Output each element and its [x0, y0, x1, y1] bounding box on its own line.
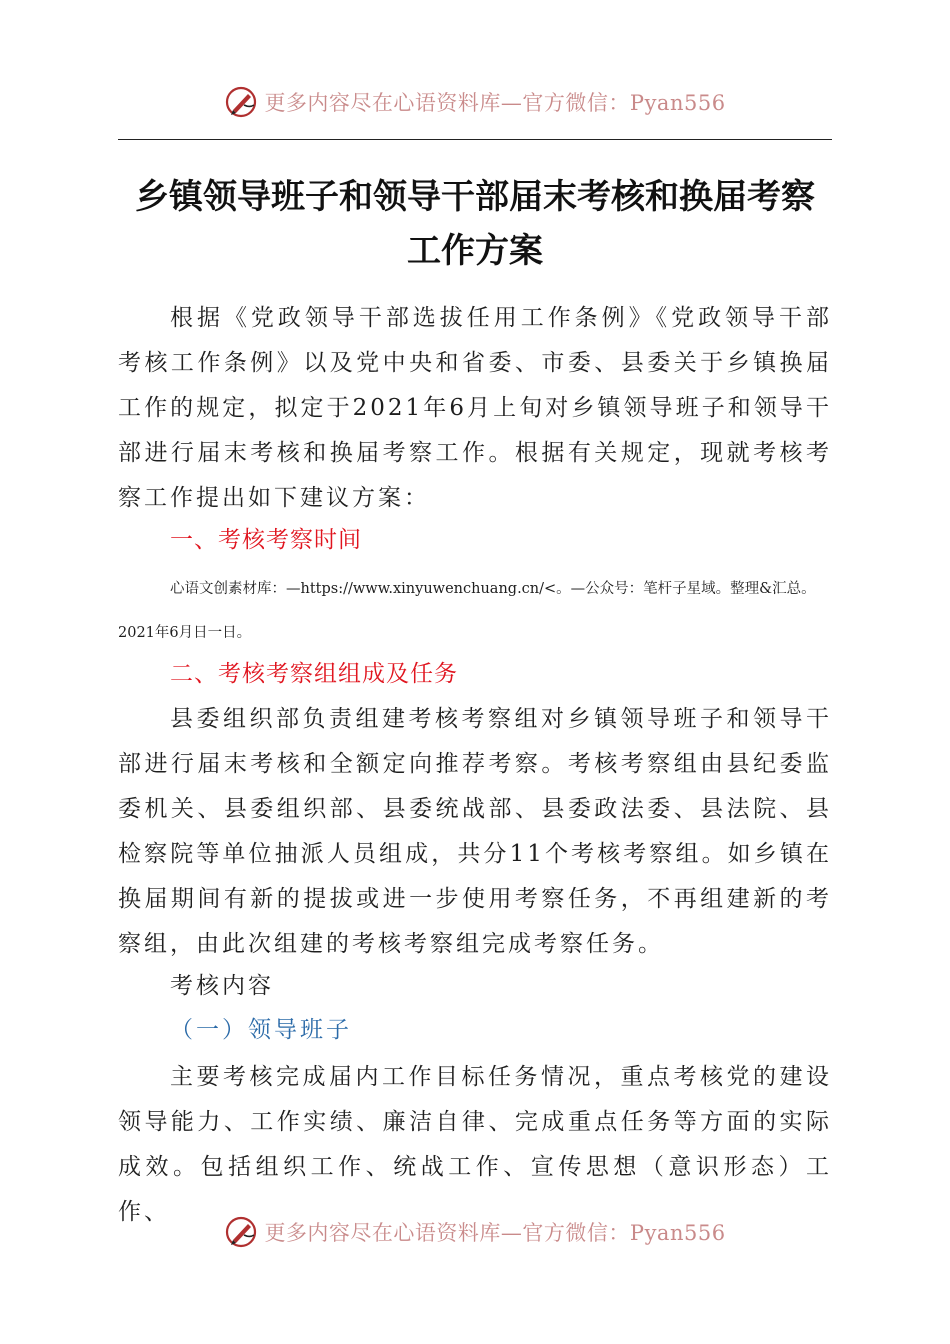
document-title	[100, 170, 850, 278]
intro-paragraph: 根据《党政领导干部选拔任用工作条例》《党政领导干部考核工作条例》以及党中央和省委、市委、县委关于乡镇换届工作的规定，拟定于2021年6月上旬对乡镇领导班子和领导干部进行届末考核和换届考察工作。根据有关规定，现就考核考察工作提出如下建议方案：	[118, 305, 832, 511]
header-banner	[0, 82, 950, 122]
header-banner-text: 更多内容尽在心语资料库—官方微信：Pyan556	[264, 91, 726, 115]
title-line-2: 工作方案	[407, 231, 543, 271]
section-2-heading: 二、考核考察组组成及任务	[170, 661, 458, 687]
section-1-heading: 一、考核考察时间	[170, 527, 362, 553]
footer-banner	[0, 1212, 950, 1252]
section-3-body: 主要考核完成届内工作目标任务情况，重点考核党的建设领导能力、工作实绩、廉洁自律、完成重点任务等方面的实际成效。包括组织工作、统战工作、宣传思想（意识形态）工作、	[118, 1064, 832, 1225]
section-3-heading: 考核内容	[170, 973, 274, 999]
title-line-1: 乡镇领导班子和领导干部届末考核和换届考察	[135, 177, 815, 217]
section-2-body: 县委组织部负责组建考核考察组对乡镇领导班子和领导干部进行届末考核和全额定向推荐考察。考核考察组由县纪委监委机关、县委组织部、县委统战部、县委政法委、县法院、县检察院等单位抽派人员组成，共分11个考核考察组。如乡镇在换届期间有新的提拔或进一步使用考察任务，不再组建新的考察组，由此次组建的考核考察组完成考察任务。	[118, 706, 832, 957]
section-1-note: 心语文创素材库：—https://www.xinyuwenchuang.cn/<。—公众号：笔杆子星域。整理&汇总。2021年6月日一日。	[118, 581, 816, 641]
footer-banner-text: 更多内容尽在心语资料库—官方微信：Pyan556	[264, 1221, 726, 1245]
pen-logo-icon	[224, 85, 258, 119]
subsection-leadership-heading: （一）领导班子	[170, 1017, 352, 1043]
pen-logo-icon	[224, 1215, 258, 1249]
header-divider	[118, 139, 832, 140]
